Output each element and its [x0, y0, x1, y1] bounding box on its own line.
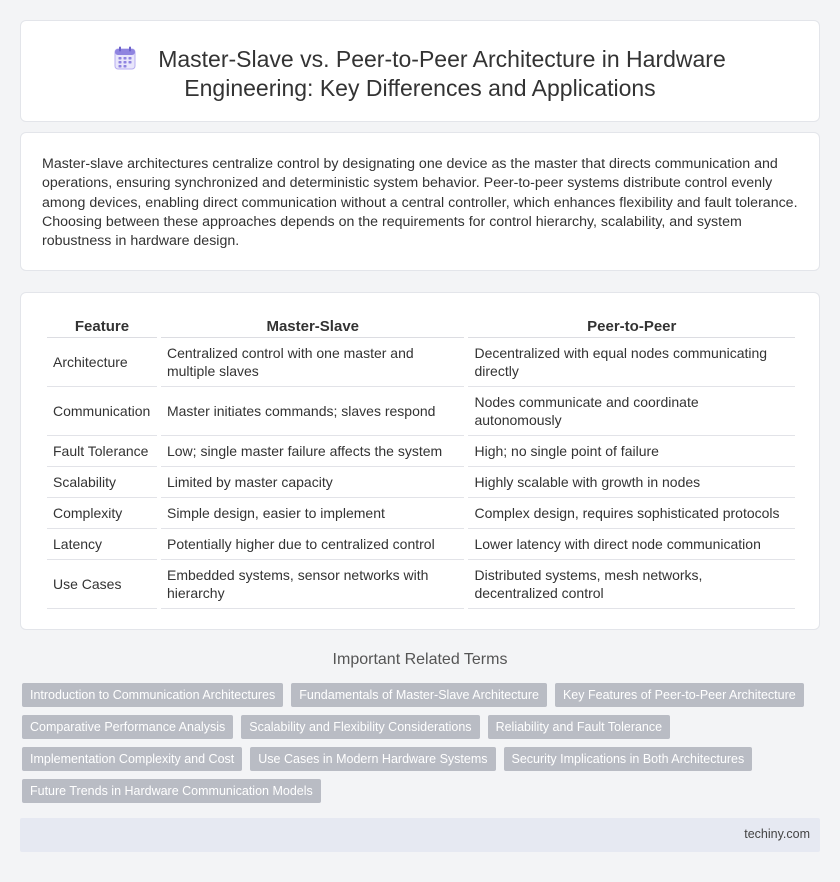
header-card	[20, 20, 820, 122]
related-term-tag[interactable]: Use Cases in Modern Hardware Systems	[250, 747, 495, 771]
related-term-tag[interactable]: Fundamentals of Master-Slave Architecture	[291, 683, 547, 707]
row-feature: Latency	[47, 529, 157, 560]
header-feature: Feature	[47, 316, 157, 338]
related-term-tag[interactable]: Future Trends in Hardware Communication Models	[22, 779, 321, 803]
row-master-slave: Master initiates commands; slaves respond	[161, 387, 465, 436]
row-feature: Scalability	[47, 467, 157, 498]
row-peer-to-peer: High; no single point of failure	[468, 436, 795, 467]
row-feature: Use Cases	[47, 560, 157, 609]
related-term-tag[interactable]: Reliability and Fault Tolerance	[488, 715, 671, 739]
row-feature: Communication	[47, 387, 157, 436]
related-terms-tags	[22, 683, 812, 803]
footer-brand[interactable]: techiny.com	[744, 827, 810, 841]
row-feature: Architecture	[47, 338, 157, 387]
summary-card	[20, 132, 820, 271]
table-row	[47, 338, 795, 387]
related-terms-title: Important Related Terms	[332, 651, 508, 668]
related-term-tag[interactable]: Implementation Complexity and Cost	[22, 747, 242, 771]
related-term-tag[interactable]: Security Implications in Both Architectures	[504, 747, 753, 771]
row-master-slave: Simple design, easier to implement	[161, 498, 465, 529]
summary-text: Master-slave architectures centralize control by designating one device as the master that directs communication and operations, ensuring synchronized and deterministic system behavior. Peer-to-peer systems distribute control evenly among devices, enabling direct communication without a central controller, which enhances flexibility and fault tolerance. Choosing between these approaches depends on the requirements for control hierarchy, scalability, and system robustness in hardware design.	[42, 156, 798, 250]
page-title	[21, 45, 819, 103]
table-row	[47, 387, 795, 436]
table-row	[47, 467, 795, 498]
footer	[20, 818, 820, 852]
comparison-table	[43, 316, 799, 609]
table-row	[47, 560, 795, 609]
header-master-slave: Master-Slave	[161, 316, 465, 338]
table-row	[47, 498, 795, 529]
row-peer-to-peer: Highly scalable with growth in nodes	[468, 467, 795, 498]
row-master-slave: Embedded systems, sensor networks with hierarchy	[161, 560, 465, 609]
table-header-row	[47, 316, 795, 338]
row-feature: Complexity	[47, 498, 157, 529]
row-master-slave: Potentially higher due to centralized control	[161, 529, 465, 560]
table-row	[47, 436, 795, 467]
row-master-slave: Low; single master failure affects the system	[161, 436, 465, 467]
row-peer-to-peer: Complex design, requires sophisticated protocols	[468, 498, 795, 529]
table-row	[47, 529, 795, 560]
comparison-table-card	[20, 292, 820, 630]
row-peer-to-peer: Lower latency with direct node communication	[468, 529, 795, 560]
row-master-slave: Centralized control with one master and multiple slaves	[161, 338, 465, 387]
header-peer-to-peer: Peer-to-Peer	[468, 316, 795, 338]
title-line-1: Master-Slave vs. Peer-to-Peer Architecture in Hardware	[158, 46, 726, 72]
row-master-slave: Limited by master capacity	[161, 467, 465, 498]
calendar-grid-icon	[114, 46, 136, 70]
related-term-tag[interactable]: Comparative Performance Analysis	[22, 715, 233, 739]
row-feature: Fault Tolerance	[47, 436, 157, 467]
related-term-tag[interactable]: Key Features of Peer-to-Peer Architecture	[555, 683, 804, 707]
row-peer-to-peer: Distributed systems, mesh networks, decentralized control	[468, 560, 795, 609]
related-term-tag[interactable]: Introduction to Communication Architectures	[22, 683, 283, 707]
title-line-2: Engineering: Key Differences and Applications	[184, 75, 656, 101]
related-term-tag[interactable]: Scalability and Flexibility Considerations	[241, 715, 479, 739]
row-peer-to-peer: Decentralized with equal nodes communicating directly	[468, 338, 795, 387]
row-peer-to-peer: Nodes communicate and coordinate autonomously	[468, 387, 795, 436]
